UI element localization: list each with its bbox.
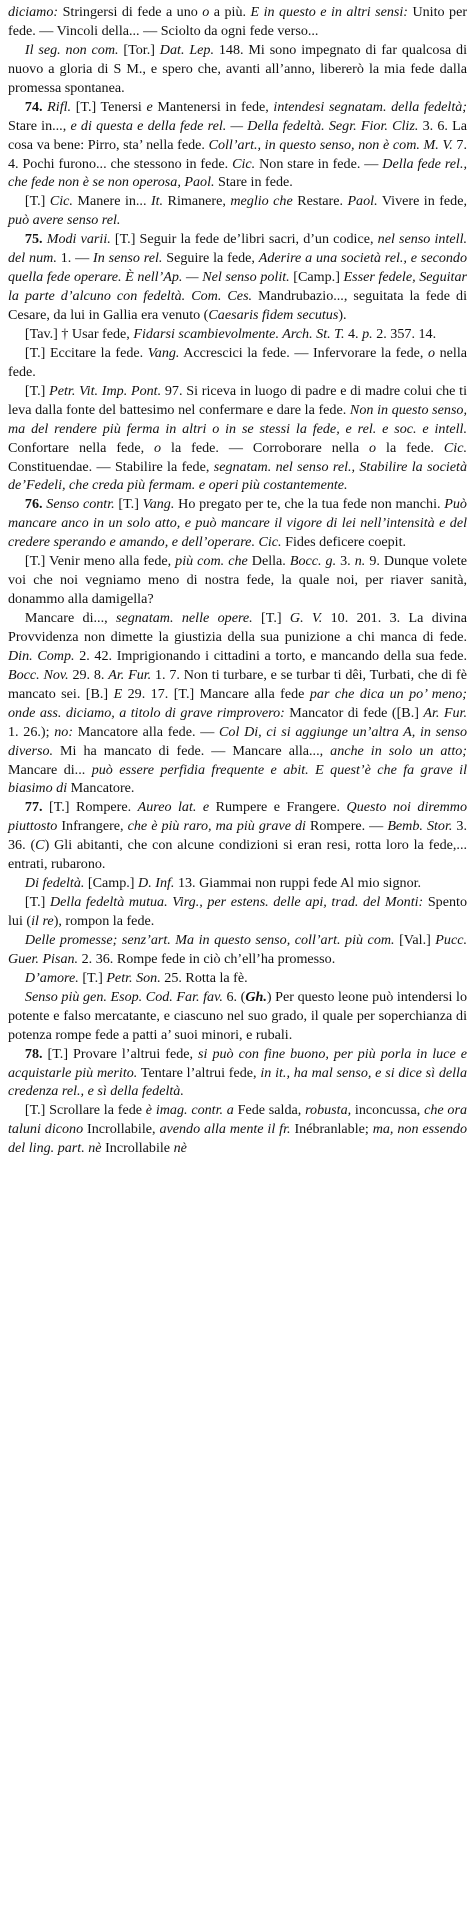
entry-paragraph: [T.] Venir meno alla fede, più com. che Della. Bocc. g. 3. n. 9. Dunque volete voi che noi vegniamo meno di nostra fede, la quale noi, per riaver sanità, donammo alla damigella? <box>8 553 467 608</box>
entry-paragraph: [T.] Scrollare la fede è imag. contr. a Fede salda, robusta, inconcussa, che ora taluni dicono Incrollabile, avendo alla mente il fr. Inébranlable; ma, non essendo del ling. part. nè Incrollabile nè <box>8 1102 468 1157</box>
entry-section-74: 74. Rifl. [T.] Tenersi e Mantenersi in fede, intendesi segnatam. della fedeltà; Stare in..., e di questa e della fede rel. — Della fedeltà. Segr. Fior. Cliz. 3. 6. La cosa va bene: Pirro, sta’ nella fede. Coll’art., in questo senso, non è com. M. V. 7. 4. Pochi furono... che stessono in fede. Cic. Non stare in fede. — Della fede rel., che fede non è se non operosa, Paol. Stare in fede. <box>8 98 468 191</box>
dictionary-page <box>8 0 467 1158</box>
entry-paragraph: [T.] Della fedeltà mutua. Virg., per estens. delle api, trad. del Monti: Spento lui (il re), rompon la fede. <box>8 894 467 929</box>
entry-section-77: 77. [T.] Rompere. Aureo lat. e Rumpere e Frangere. Questo noi diremmo piuttosto Infrangere, che è più raro, ma più grave di Rompere. — Bemb. Stor. 3. 36. (C) Gli abitanti, che con alcune condizioni si eran resi, rotta loro la fede,... entrati, rubarono. <box>8 799 468 873</box>
entry-paragraph: [T.] Cic. Manere in... It. Rimanere, meglio che Restare. Paol. Vivere in fede, può avere senso rel. <box>8 193 467 229</box>
entry-continuation: diciamo: Stringersi di fede a uno o a più. E in questo e in altri sensi: Unito per fede. — Vincoli della... — Sciolto da ogni fede verso... <box>8 4 468 39</box>
entry-section-75: 75. Modi varii. [T.] Seguir la fede de’libri sacri, d’un codice, nel senso intell. del num. 1. — In senso rel. Seguire la fede, Aderire a una società rel., e secondo quella fede operare. È nell’Ap. — Nel senso polit. [Camp.] Esser fedele, Seguitar la parte d’alcuno con fedeltà. Com. Ces. Mandrubazio..., seguitata la fede di Cesare, da lui in Gallia era venuto (Caesaris fidem secutus). <box>8 231 468 323</box>
entry-paragraph: [T.] Petr. Vit. Imp. Pont. 97. Si riceva in luogo di padre e di madre colui che ti leva dalla fonte del battesimo nel confermare e dare la fede. Non in questo senso, ma del rendere più ferma in altri o in se stessi la fede, e rel. e soc. e intell. Confortare nella fede, o la fede. — Corroborare nella o la fede. Cic. Constituendae. — Stabilire la fede, segnatam. nel senso rel., Stabilire la società de’Fedeli, che creda più fermam. e operi più costantemente. <box>8 382 468 494</box>
entry-section-76: 76. Senso contr. [T.] Vang. Ho pregato per te, che la tua fede non manchi. Può mancare anco in un solo atto, e può mancare il vigore di lei nell’intensità e del credere sperando e amando, e dell’operare. Cic. Fides deficere coepit. <box>8 496 467 551</box>
entry-paragraph: D’amore. [T.] Petr. Son. 25. Rotta la fè. <box>24 969 248 986</box>
entry-paragraph: [T.] Eccitare la fede. Vang. Accrescici la fede. — Infervorare la fede, o nella fede. <box>8 344 467 380</box>
entry-paragraph: Senso più gen. Esop. Cod. Far. fav. 6. (Gh.) Per questo leone può intendersi lo potente e falso mercatante, e ciascuno nel suo grado, il quale per soperchianza di potenza rompe fede a patti a’ suoi minori, e rubali. <box>8 988 467 1043</box>
entry-paragraph: [Tav.] † Usar fede, Fidarsi scambievolmente. Arch. St. T. 4. p. 2. 357. 14. <box>24 325 437 342</box>
entry-section-78: 78. [T.] Provare l’altrui fede, si può con fine buono, per più porla in luce e acquistarle più merito. Tentare l’altrui fede, in it., ha mal senso, e si dice sì della credenza rel., e sì della fedeltà. <box>8 1045 468 1100</box>
entry-paragraph: Delle promesse; senz’art. Ma in questo senso, coll’art. più com. [Val.] Pucc. Guer. Pisan. 2. 36. Rompe fede in ciò ch’ell’ha promesso. <box>8 931 467 967</box>
entry-paragraph: Il seg. non com. [Tor.] Dat. Lep. 148. Mi sono impegnato di far qualcosa di nuovo a gloria di S M., e spero che, avanti all’anno, libererò la mia fede dalla promessa spontanea. <box>8 41 468 96</box>
entry-paragraph: Di fedeltà. [Camp.] D. Inf. 13. Giammai non ruppi fede Al mio signor. <box>24 875 422 892</box>
entry-paragraph: Mancare di..., segnatam. nelle opere. [T.] G. V. 10. 201. 3. La divina Provvidenza non dimette la giustizia della sua punizione a chi manca di fede. Din. Comp. 2. 42. Imprigionando i cittadini a torto, e mancando della sua fede. Bocc. Nov. 29. 8. Ar. Fur. 1. 7. Non ti turbare, e se turbar ti dêi, Turbati, che di fè mancato sei. [B.] E 29. 17. [T.] Mancare alla fede par che dica un po’ meno; onde ass. diciamo, a titolo di grave rimprovero: Mancator di fede ([B.] Ar. Fur. 1. 26.); no: Mancatore alla fede. — Col Di, ci si aggiunge un’altra A, in senso diverso. Mi ha mancato di fede. — Mancare alla..., anche in solo un atto; Mancare di... può essere perfidia frequente e abit. E quest’è che fa grave il biasimo di Mancatore. <box>8 610 468 797</box>
